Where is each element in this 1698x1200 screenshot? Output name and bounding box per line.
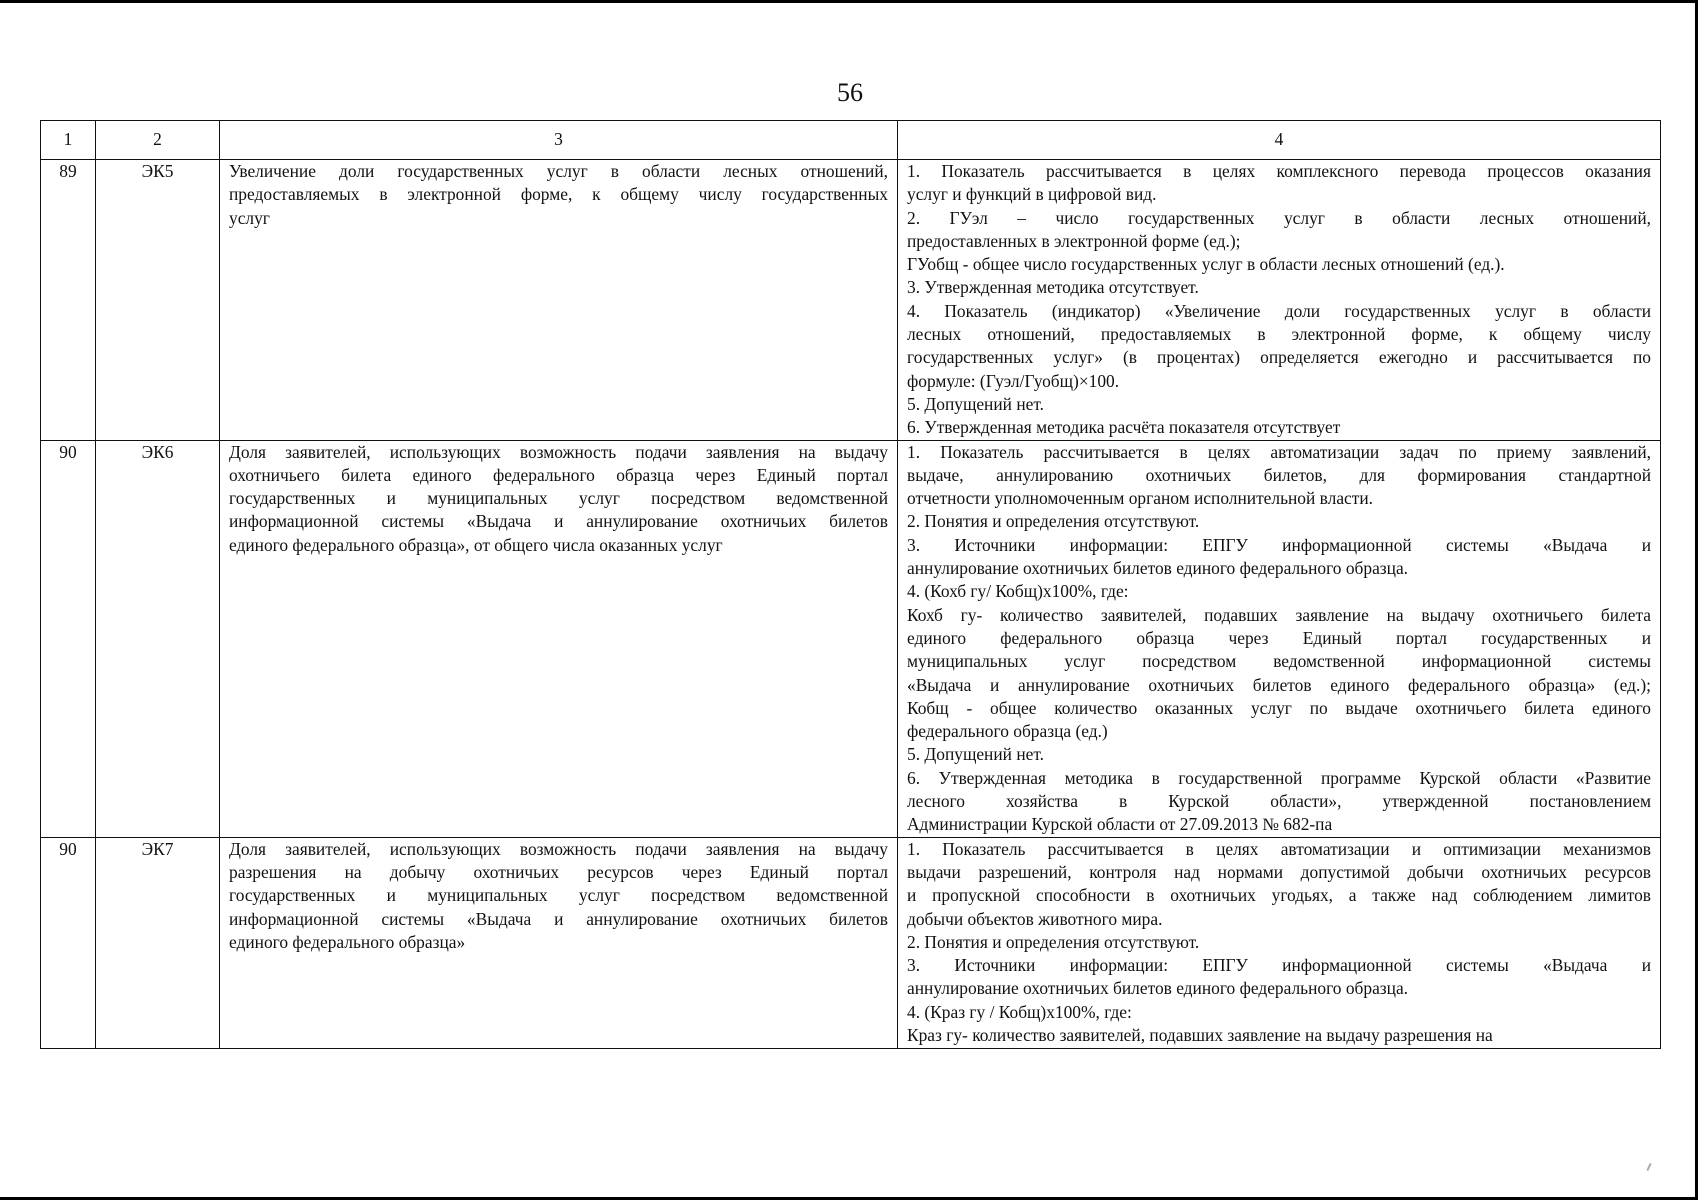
method-line: 2. Понятия и определения отсутствуют.: [907, 931, 1200, 952]
method-line: федерального образца (ед.): [907, 721, 1108, 742]
desc-line: единого федерального образца», от общего числа оказанных услуг: [229, 534, 723, 555]
method-line: 1. Показатель рассчитывается в целях автоматизации задач по приему заявлений,: [907, 441, 1651, 462]
page-number: 56: [837, 78, 863, 107]
method-line: аннулирование охотничьих билетов единого федерального образца.: [907, 558, 1409, 579]
desc-line: государственных и муниципальных услуг посредством ведомственной: [229, 885, 888, 906]
method-line: добычи объектов животного мира.: [907, 908, 1163, 929]
indicator-description: [220, 440, 898, 837]
header-row: [41, 121, 1661, 160]
method-line: 1. Показатель рассчитывается в целях комплексного перевода процессов оказания: [907, 161, 1651, 181]
method-line: 4. (Краз гу / Кобщ)x100%, где:: [907, 1001, 1132, 1022]
header-col-3: 3: [220, 121, 898, 160]
desc-line: информационной системы «Выдача и аннулирование охотничьих билетов: [229, 511, 888, 532]
calculation-method: [898, 837, 1661, 1048]
indicator-code: ЭК5: [96, 160, 220, 441]
method-line: Кобщ - общее количество оказанных услуг по выдаче охотничьего билета единого: [907, 697, 1651, 718]
method-line: 6. Утвержденная методика в государственной программе Курской области «Развитие: [907, 767, 1651, 788]
method-line: 2. Понятия и определения отсутствуют.: [907, 511, 1200, 532]
table-row: [41, 440, 1661, 837]
desc-line: Доля заявителей, использующих возможность подачи заявления на выдачу: [229, 441, 888, 462]
method-line: 3. Источники информации: ЕПГУ информационной системы «Выдача и: [907, 534, 1651, 555]
desc-line: единого федерального образца»: [229, 931, 466, 952]
desc-line: охотничьего билета единого федерального образца через Единый портал: [229, 464, 888, 485]
method-line: предоставленных в электронной форме (ед.);: [907, 230, 1241, 251]
desc-line: Доля заявителей, использующих возможность подачи заявления на выдачу: [229, 838, 888, 859]
table-row: [41, 837, 1661, 1048]
row-number: 90: [41, 837, 96, 1048]
method-line: услуг и функций в цифровой вид.: [907, 184, 1157, 205]
method-line: единого федерального образца через Единый портал государственных и: [907, 627, 1651, 648]
method-line: ГУобщ - общее число государственных услуг в области лесных отношений (ед.).: [907, 254, 1505, 275]
indicators-table: [40, 120, 1661, 1049]
desc-line: разрешения на добычу охотничьих ресурсов через Единый портал: [229, 861, 888, 882]
method-line: 1. Показатель рассчитывается в целях автоматизации и оптимизации механизмов: [907, 838, 1651, 859]
method-line: муниципальных услуг посредством ведомственной информационной системы: [907, 651, 1651, 672]
method-line: 5. Допущений нет.: [907, 744, 1044, 765]
calculation-method: [898, 440, 1661, 837]
method-line: 3. Источники информации: ЕПГУ информационной системы «Выдача и: [907, 955, 1651, 976]
method-line: выдаче, аннулированию охотничьих билетов, для формирования стандартной: [907, 464, 1651, 485]
header-col-4: 4: [898, 121, 1661, 160]
header-col-2: 2: [96, 121, 220, 160]
desc-line: предоставляемых в электронной форме, к общему числу государственных: [229, 184, 888, 205]
method-line: отчетности уполномоченным органом исполнительной власти.: [907, 488, 1374, 509]
header-col-1: 1: [41, 121, 96, 160]
method-line: формуле: (Гуэл/Гуобщ)×100.: [907, 370, 1120, 391]
table-row: [41, 160, 1661, 441]
method-line: 3. Утвержденная методика отсутствует.: [907, 277, 1199, 298]
indicator-description: [220, 837, 898, 1048]
method-line: 5. Допущений нет.: [907, 393, 1044, 414]
desc-line: государственных и муниципальных услуг посредством ведомственной: [229, 488, 888, 509]
method-line: Кохб гу- количество заявителей, подавших заявление на выдачу охотничьего билета: [907, 604, 1651, 625]
row-number: 89: [41, 160, 96, 441]
indicator-code: ЭК7: [96, 837, 220, 1048]
method-line: Краз гу- количество заявителей, подавших заявление на выдачу разрешения на: [907, 1024, 1493, 1045]
method-line: и пропускной способности в охотничьих угодьях, а также над соблюдением лимитов: [907, 885, 1651, 906]
method-line: 4. Показатель (индикатор) «Увеличение доли государственных услуг в области: [907, 300, 1651, 321]
method-line: выдачи разрешений, контроля над нормами допустимой добычи охотничьих ресурсов: [907, 861, 1651, 882]
scan-speck: [1646, 1163, 1651, 1171]
indicator-code: ЭК6: [96, 440, 220, 837]
desc-line: услуг: [229, 207, 270, 228]
method-line: 4. (Кохб гу/ Кобщ)x100%, где:: [907, 581, 1129, 602]
method-line: «Выдача и аннулирование охотничьих билетов единого федерального образца» (ед.);: [907, 674, 1651, 695]
indicator-description: [220, 160, 898, 441]
method-line: государственных услуг» (в процентах) определяется ежегодно и рассчитывается по: [907, 347, 1651, 368]
desc-line: Увеличение доли государственных услуг в области лесных отношений,: [229, 161, 888, 181]
scan-edge-top: [0, 0, 1698, 3]
method-line: 6. Утвержденная методика расчёта показателя отсутствует: [907, 417, 1341, 438]
calculation-method: [898, 160, 1661, 441]
method-line: лесных отношений, предоставляемых в электронной форме, к общему числу: [907, 324, 1651, 345]
row-number: 90: [41, 440, 96, 837]
method-line: 2. ГУэл – число государственных услуг в области лесных отношений,: [907, 207, 1651, 228]
desc-line: информационной системы «Выдача и аннулирование охотничьих билетов: [229, 908, 888, 929]
method-line: лесного хозяйства в Курской области», утвержденной постановлением: [907, 791, 1651, 812]
method-line: аннулирование охотничьих билетов единого федерального образца.: [907, 978, 1409, 999]
method-line: Администрации Курской области от 27.09.2013 № 682-па: [907, 814, 1333, 835]
